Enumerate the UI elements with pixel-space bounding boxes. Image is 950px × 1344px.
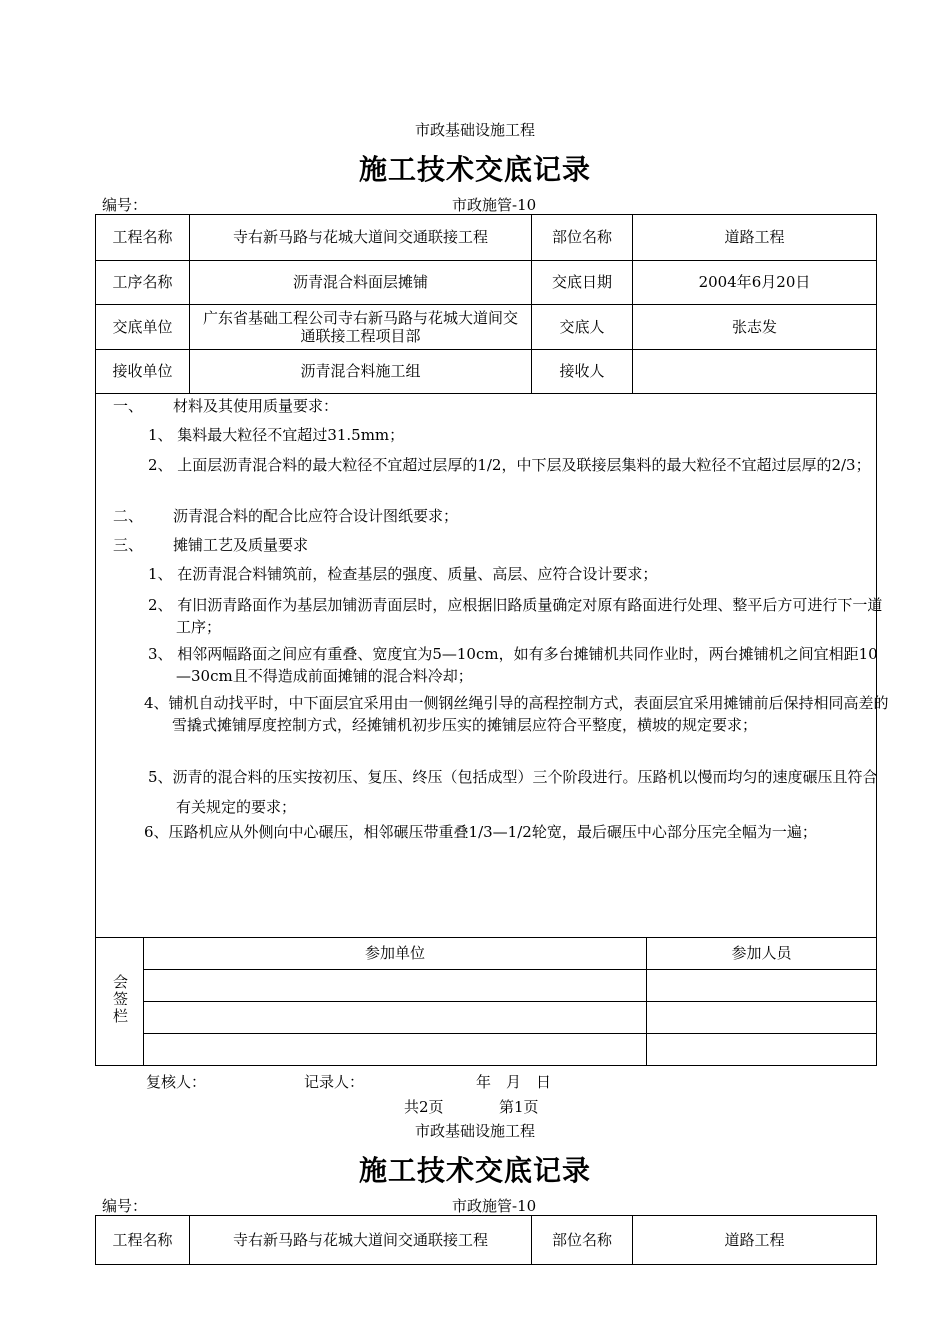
table-row <box>96 938 877 970</box>
table-row <box>96 261 877 305</box>
value-cell: 广东省基础工程公司寺右新马路与花城大道间交通联接工程项目部 <box>190 305 532 350</box>
column-header: 参加单位 <box>144 938 647 970</box>
list-item: 2、 上面层沥青混合料的最大粒径不宜超过层厚的1/2，中下层及联接层集料的最大粒径不宜超过层厚的2/3； <box>148 456 871 474</box>
label-cell: 接收单位 <box>96 350 190 394</box>
info-table <box>95 1215 877 1265</box>
label-cell: 工程名称 <box>96 1216 190 1265</box>
page-number: 第1页 <box>499 1098 539 1116</box>
value-cell: 寺右新马路与花城大道间交通联接工程 <box>190 215 532 261</box>
value-cell <box>633 350 877 394</box>
list-item: 1、 在沥青混合料铺筑前，检查基层的强度、质量、高层、应符合设计要求； <box>148 565 658 583</box>
label-cell: 部位名称 <box>532 1216 633 1265</box>
value-cell: 沥青混合料施工组 <box>190 350 532 394</box>
empty-cell <box>144 1034 647 1066</box>
value-cell: 道路工程 <box>633 1216 877 1265</box>
code-value: 市政施管-10 <box>452 1197 537 1215</box>
label-cell: 接收人 <box>532 350 633 394</box>
table-row <box>96 350 877 394</box>
code-value: 市政施管-10 <box>452 196 537 214</box>
list-item: 5、沥青的混合料的压实按初压、复压、终压（包括成型）三个阶段进行。压路机以慢而均匀的速度碾压且符合有关规定的要求； <box>148 768 878 816</box>
signoff-table <box>95 937 877 1066</box>
value-cell: 2004年6月20日 <box>633 261 877 305</box>
section-number: 二、 <box>113 507 144 525</box>
label-cell: 交底单位 <box>96 305 190 350</box>
page-count: 共2页 <box>404 1098 444 1116</box>
label-cell: 交底日期 <box>532 261 633 305</box>
empty-cell <box>647 970 877 1002</box>
table-row <box>96 1034 877 1066</box>
list-item: 2、 有旧沥青路面作为基层加铺沥青面层时，应根据旧路质量确定对原有路面进行处理、整平后方可进行下一道工序； <box>148 596 883 636</box>
column-header: 参加人员 <box>647 938 877 970</box>
reviewer-label: 复核人： <box>146 1073 207 1091</box>
empty-cell <box>144 970 647 1002</box>
recorder-label: 记录人： <box>304 1073 365 1091</box>
value-cell: 沥青混合料面层摊铺 <box>190 261 532 305</box>
table-row <box>96 1216 877 1265</box>
empty-cell <box>144 1002 647 1034</box>
value-cell: 道路工程 <box>633 215 877 261</box>
list-item: 1、 集料最大粒径不宜超过31.5mm； <box>148 426 405 444</box>
code-label: 编号： <box>102 1197 148 1215</box>
signoff-section <box>95 937 875 1064</box>
signoff-label: 会签栏 <box>111 973 129 1025</box>
section-number: 一、 <box>113 397 144 415</box>
date-label: 年 月 日 <box>476 1073 552 1091</box>
info-table <box>95 214 877 394</box>
content-box <box>95 393 889 937</box>
code-label: 编号： <box>102 196 148 214</box>
table-row <box>96 1002 877 1034</box>
empty-cell <box>647 1002 877 1034</box>
value-cell: 张志发 <box>633 305 877 350</box>
list-item: 3、 相邻两幅路面之间应有重叠、宽度宜为5—10cm，如有多台摊铺机共同作业时，两台摊铺机之间宜相距10—30cm且不得造成前面摊铺的混合料冷却； <box>148 645 878 685</box>
value-cell: 寺右新马路与花城大道间交通联接工程 <box>190 1216 532 1265</box>
label-cell: 部位名称 <box>532 215 633 261</box>
section-number: 三、 <box>113 536 144 554</box>
section-heading: 摊铺工艺及质量要求 <box>173 536 309 554</box>
org-heading: 市政基础设施工程 <box>414 121 535 139</box>
table-row <box>96 215 877 261</box>
table-row <box>96 970 877 1002</box>
table-row <box>96 305 877 350</box>
section-heading: 沥青混合料的配合比应符合设计图纸要求； <box>173 507 459 525</box>
page-title: 施工技术交底记录 <box>358 153 591 186</box>
list-item: 4、铺机自动找平时，中下面层宜采用由一侧钢丝绳引导的高程控制方式，表面层宜采用摊铺前后保持相同高差的雪撬式摊铺厚度控制方式，经摊铺机初步压实的摊铺层应符合平整度，横坡的规定要求； <box>144 694 889 734</box>
list-item: 6、压路机应从外侧向中心碾压，相邻碾压带重叠1/3—1/2轮宽，最后碾压中心部分压完全幅为一遍； <box>144 823 817 841</box>
empty-cell <box>647 1034 877 1066</box>
signoff-label-cell <box>96 938 144 1066</box>
label-cell: 交底人 <box>532 305 633 350</box>
label-cell: 工序名称 <box>96 261 190 305</box>
label-cell: 工程名称 <box>96 215 190 261</box>
section-heading: 材料及其使用质量要求： <box>173 397 339 415</box>
page-title: 施工技术交底记录 <box>358 1154 591 1187</box>
org-heading: 市政基础设施工程 <box>414 1122 535 1140</box>
